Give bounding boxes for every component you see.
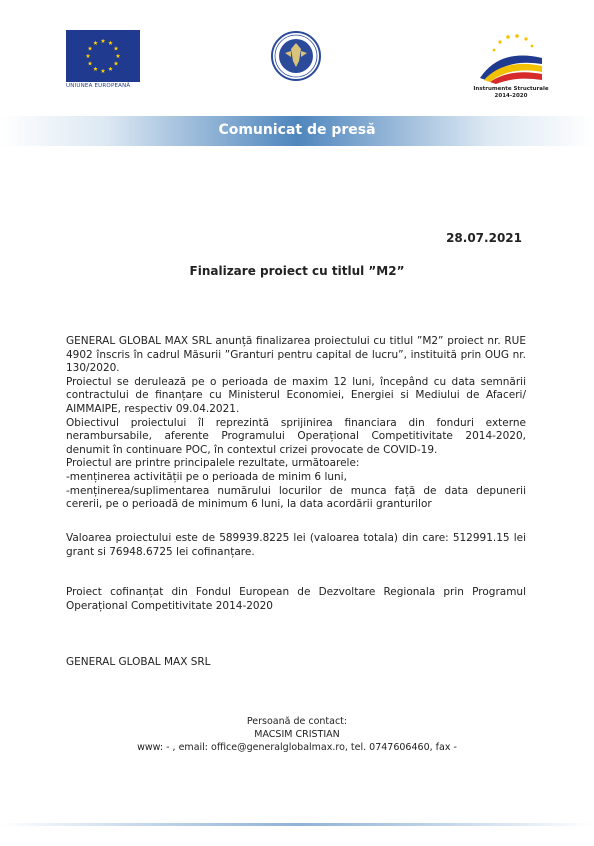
is-caption-line2: 2014-2020 [494, 93, 528, 99]
body-paragraph-objective: Obiectivul proiectului îl reprezintă sprijinirea financiara din fonduri externe nerambursabile, aferente Programului Operațional Competitivitate 2014-2020, denumit în continuare POC, în contextul crizei provocate de COVID-19. [66, 416, 526, 456]
body-project-value: Valoarea proiectului este de 589939.8225 lei (valoarea totala) din care: 512991.15 lei grant si 76948.6725 lei cofinanțare. [66, 532, 526, 558]
contact-label: Persoană de contact: [246, 716, 348, 727]
banner-title: Comunicat de presă [218, 122, 376, 138]
body-result-item-2: -menținerea/suplimentarea numărului locurilor de munca față de data depunerii cererii, pe o perioadă de minimum 6 luni, la data acordării granturilor [66, 484, 526, 511]
body-paragraph-duration: Proiectul se derulează pe o perioada de maxim 12 luni, începând cu data semnării contractului de finanțare cu Ministerul Economiei, Energiei si Mediului de Afaceri/ AIMMAIPE, respectiv 09.04.2021. [66, 375, 526, 415]
footer-divider [0, 823, 594, 826]
eu-flag-logo [66, 30, 140, 82]
body-cofinance-note: Proiect cofinanțat din Fondul European de Dezvoltare Regionala prin Programul Operațional Competitivitate 2014-2020 [66, 586, 526, 612]
body-company-name: GENERAL GLOBAL MAX SRL [66, 656, 211, 668]
document-title: Finalizare proiect cu titlul ”M2” [189, 264, 405, 278]
body-paragraph-results: Proiectul are printre principalele rezultate, următoarele: [66, 457, 360, 470]
is-caption-line1: Instrumente Structurale [473, 86, 549, 92]
romanian-government-seal-logo [271, 31, 321, 81]
contact-name: MACSIM CRISTIAN [254, 729, 340, 740]
body-result-item-1: -menținerea activității pe o perioada de minim 6 luni, [66, 470, 347, 483]
press-release-banner [0, 116, 594, 146]
structural-instruments-caption [461, 86, 561, 100]
structural-instruments-logo [470, 28, 550, 86]
eu-caption: UNIUNEA EUROPEANĂ [66, 83, 131, 89]
contact-details: www: - , email: office@generalglobalmax.ro, tel. 0747606460, fax - [137, 742, 457, 753]
body-paragraph-intro: GENERAL GLOBAL MAX SRL anunță finalizarea proiectului cu titlul ”M2” proiect nr. RUE 4902 înscris în cadrul Măsurii ”Granturi pentru capital de lucru”, instituită prin OUG nr. 130/2020. [66, 335, 526, 375]
release-date: 28.07.2021 [446, 231, 522, 245]
contact-block [0, 715, 594, 754]
body-main [66, 335, 526, 512]
